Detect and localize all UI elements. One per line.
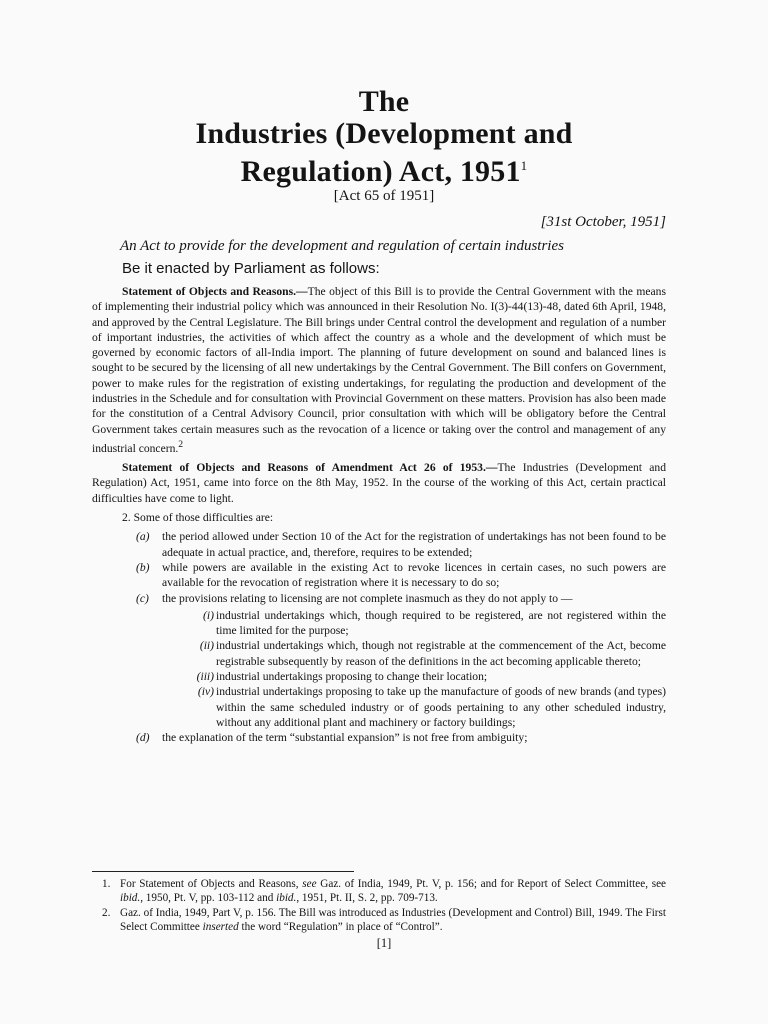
sub-list-item xyxy=(162,669,666,684)
list-item xyxy=(92,591,666,731)
footnote-text-italic: see xyxy=(302,878,317,890)
sub-list-marker: (iv) xyxy=(197,685,214,699)
statement-amendment-text: The Industries (Development and Regulation) Act, 1951, came into force on the 8th May, 1952. In the course of the working of this Act, certain practical difficulties have come to light. xyxy=(92,461,666,505)
list-item xyxy=(92,560,666,591)
sub-list-item-text: industrial undertakings proposing to take up the manufacture of goods of new brands (and types) within the same scheduled industry or of goods pertaining to any other scheduled industry, without any additional plant and machinery or factory buildings; xyxy=(216,685,666,729)
sub-list-marker: (ii) xyxy=(199,639,214,653)
list-item xyxy=(92,730,666,745)
list-marker: (b) xyxy=(136,560,150,574)
list-item-text: the provisions relating to licensing are not complete inasmuch as they do not apply to — xyxy=(162,591,573,605)
footnote-text: the word “Regulation” in place of “Control”. xyxy=(238,920,443,933)
footnote-divider xyxy=(92,871,354,872)
title-line-3 xyxy=(0,150,768,188)
list-marker: (d) xyxy=(136,731,150,745)
footnote-text: For Statement of Objects and Reasons, xyxy=(120,878,303,890)
footnote-text: , 1951, Pt. II, S. 2, pp. 709-713. xyxy=(296,891,438,904)
sub-list-item-text: industrial undertakings which, though required to be registered, are not registered within the time limited for the purpose; xyxy=(216,608,666,638)
footnote-number: 2. xyxy=(102,907,111,919)
title-footnote-mark: 1 xyxy=(520,158,528,173)
title-line-1: The xyxy=(358,85,410,118)
page-number: [1] xyxy=(376,936,392,950)
sub-list-item-text: industrial undertakings which, though not registrable at the commencement of the Act, become registrable subsequently by reason of the definitions in the act becoming applicable thereto; xyxy=(216,639,666,668)
footnote-text: , 1950, Pt. V, pp. 103-112 and xyxy=(140,891,277,904)
statement-objects-text: The object of this Bill is to provide the Central Government with the means of implementing their industrial policy which was announced in their Resolution No. I(3)-44(13)-48, dated 6th April, 1948, and approved by the Central Legislature. The Bill brings under Central control the development and regulation of a number of important industries, the activities of which affect the country as a whole and the development of which must be governed by economic factors of all-India import. The planning of future development on sound and balanced lines is sought to be secured by the licensing of all new undertakings by the Central Government. The Bill confers on Government, power to make rules for the registration of existing undertakings, for regulating the production and development of the industries in the Schedule and for consultation with Provincial Government on these matters. Provision has also been made for the constitution of a Central Advisory Council, prior consultation with which will be obligatory before the Central Government takes certain measures such as the revocation of a licence or taking over the control and management of any industrial concern. xyxy=(92,285,666,455)
long-title: An Act to provide for the development and regulation of certain industries xyxy=(120,238,564,254)
sub-list-marker: (i) xyxy=(203,608,214,622)
list-item xyxy=(92,529,666,560)
act-number: [Act 65 of 1951] xyxy=(333,188,435,204)
footnote-text: Gaz. of India, 1949, Part V, p. 156. The Bill was introduced as Industries (Development and Control) Bill, 1949. The First Select Committee xyxy=(120,907,666,933)
list-item-text: the explanation of the term “substantial expansion” is not free from ambiguity; xyxy=(162,731,528,745)
footnote-text-italic: ibid. xyxy=(276,891,297,904)
footnote-1 xyxy=(92,878,666,905)
list-item-text: the period allowed under Section 10 of the Act for the registration of undertakings has not been found to be adequate in actual practice, and, therefore, requires to be extended; xyxy=(162,530,666,559)
sub-list-marker: (iii) xyxy=(196,669,214,683)
sub-list-item xyxy=(162,684,666,730)
difficulties-list xyxy=(92,529,666,745)
act-date: [31st October, 1951] xyxy=(540,214,666,230)
statement-objects-paragraph xyxy=(92,284,666,456)
title-line-2: Industries (Development and xyxy=(195,117,573,150)
list-marker: (a) xyxy=(136,530,150,544)
statement-amendment-heading: Statement of Objects and Reasons of Amendment Act 26 of 1953.— xyxy=(122,461,498,475)
footnote-text: Gaz. of India, 1949, Pt. V, p. 156; and for Report of Select Committee, see xyxy=(316,878,666,890)
sub-list-item xyxy=(162,608,666,639)
enacting-formula: Be it enacted by Parliament as follows: xyxy=(122,260,380,277)
list-item-text: while powers are available in the existing Act to revoke licences in certain cases, no such powers are available for the revocation of registration where it is necessary to do so; xyxy=(162,560,666,590)
footnote-text-italic: inserted xyxy=(202,920,239,933)
statement-amendment-paragraph xyxy=(92,460,666,506)
footnote-number: 1. xyxy=(102,878,111,890)
licensing-sublist xyxy=(162,608,666,730)
footnote-text-italic: ibid. xyxy=(120,891,141,904)
footnote-2 xyxy=(92,907,666,934)
list-marker: (c) xyxy=(136,591,149,605)
title-line-3-text: Regulation) Act, 1951 xyxy=(240,155,521,188)
statement-objects-heading: Statement of Objects and Reasons.— xyxy=(122,285,308,298)
act-title xyxy=(0,86,768,188)
sub-list-item xyxy=(162,638,666,669)
sub-list-item-text: industrial undertakings proposing to change their location; xyxy=(216,669,488,683)
document-body xyxy=(92,284,666,745)
footnotes xyxy=(92,878,666,934)
statement-objects-footnote-mark: 2 xyxy=(178,438,184,450)
difficulties-intro: 2. Some of those difficulties are: xyxy=(122,511,274,525)
